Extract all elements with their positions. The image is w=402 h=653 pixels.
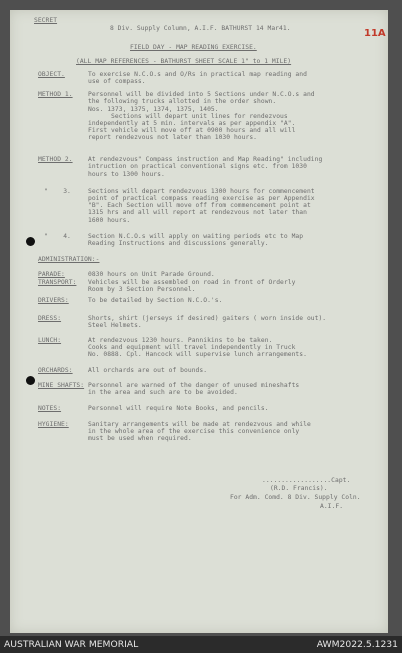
method1-label: METHOD 1.: [38, 91, 73, 98]
hygiene-label: HYGIENE:: [38, 421, 69, 428]
dress-line: Steel Helmets.: [88, 322, 142, 329]
folio-stamp: 11A: [364, 28, 386, 39]
punch-hole-bottom: [26, 376, 35, 385]
hygiene-line: in the whole area of the exercise this convenience only: [88, 428, 300, 435]
notes-line: Personnel will require Note Books, and pencils.: [88, 405, 269, 412]
transport-line: Vehicles will be assembled on road in front of Orderly: [88, 279, 296, 286]
orchards-line: All orchards are out of bounds.: [88, 367, 208, 374]
signatory-role: For Adm. Comd. 8 Div. Supply Coln.: [230, 494, 361, 501]
method1-line: independently at 5 min. intervals as per appendix "A".: [88, 120, 296, 127]
mineshafts-label: MINE SHAFTS:: [38, 382, 85, 389]
method1-line: Personnel will be divided into 5 Sections under N.C.O.s and: [88, 91, 315, 98]
notes-label: NOTES:: [38, 405, 62, 412]
parade-line: 0830 hours on Unit Parade Ground.: [88, 271, 215, 278]
drivers-label: DRIVERS:: [38, 297, 69, 304]
object-line: To exercise N.C.O.s and O/Rs in practical map reading and: [88, 71, 307, 78]
object-label: OBJECT.: [38, 71, 65, 78]
hygiene-line: must be used when required.: [88, 435, 192, 442]
transport-label: TRANSPORT:: [38, 279, 77, 286]
accession-number: AWM2022.5.1231: [316, 639, 398, 650]
signature-line: ..................Capt.: [262, 477, 351, 484]
secret-heading: SECRET: [34, 17, 58, 24]
method4-line: Reading Instructions and discussions generally.: [88, 240, 269, 247]
document-subtitle: (ALL MAP REFERENCES - BATHURST SHEET SCALE 1" to 1 MILE): [76, 58, 292, 65]
method1-line: Nos. 1373, 1375, 1374, 1375, 1405.: [88, 106, 219, 113]
dress-label: DRESS:: [38, 315, 62, 322]
orchards-label: ORCHARDS:: [38, 367, 73, 374]
method3-line: point of practical compass reading exercise as per Appendix: [88, 195, 315, 202]
method1-line: Sections will depart unit lines for rendezvous: [88, 113, 288, 120]
method4-label: " 4.: [44, 233, 71, 240]
method2-line: At rendezvous" Compass instruction and Map Reading" including: [88, 156, 323, 163]
method2-line: intruction on practical conventional signs etc. from 1030: [88, 163, 307, 170]
archive-footer: [0, 636, 402, 653]
lunch-line: No. 0888. Cpl. Hancock will supervise lunch arrangements.: [88, 351, 307, 358]
method2-line: hours to 1300 hours.: [88, 171, 165, 178]
mineshafts-line: in the area and such are to be avoided.: [88, 389, 238, 396]
unit-header: 8 Div. Supply Column, A.I.F. BATHURST 14 Mar41.: [110, 25, 291, 32]
administration-heading: ADMINISTRATION:-: [38, 256, 100, 263]
lunch-line: At rendezvous 1230 hours. Pannikins to be taken.: [88, 337, 273, 344]
lunch-line: Cooks and equipment will travel independently in Truck: [88, 344, 296, 351]
method1-line: First vehicle will move off at 0900 hours and all will: [88, 127, 296, 134]
archive-name: AUSTRALIAN WAR MEMORIAL: [4, 639, 139, 650]
method3-line: 1315 hrs and all will report at rendezvous not later than: [88, 209, 307, 216]
object-line: use of compass.: [88, 78, 146, 85]
method1-line: the following trucks allotted in the order shown.: [88, 98, 277, 105]
method3-line: 1600 hours.: [88, 217, 131, 224]
method4-line: Section N.C.O.s will apply on waiting periods etc to Map: [88, 233, 304, 240]
method1-line: report rendezvous not later than 1030 hours.: [88, 134, 258, 141]
hygiene-line: Sanitary arrangements will be made at rendezvous and while: [88, 421, 311, 428]
method3-line: "B". Each Section will move off from commencement point at: [88, 202, 311, 209]
method2-label: METHOD 2.: [38, 156, 73, 163]
method3-line: Sections will depart rendezvous 1300 hours for commencement: [88, 188, 315, 195]
lunch-label: LUNCH:: [38, 337, 62, 344]
dress-line: Shorts, shirt (jerseys if desired) gaiters ( worn inside out).: [88, 315, 327, 322]
signatory-name: (R.D. Francis).: [270, 485, 328, 492]
method3-label: " 3.: [44, 188, 71, 195]
punch-hole-top: [26, 237, 35, 246]
parade-label: PARADE:: [38, 271, 65, 278]
document-title: FIELD DAY - MAP READING EXERCISE.: [130, 44, 257, 51]
mineshafts-line: Personnel are warned of the danger of unused mineshafts: [88, 382, 300, 389]
transport-line: Room by 3 Section Personnel.: [88, 286, 196, 293]
drivers-line: To be detailed by Section N.C.O.'s.: [88, 297, 223, 304]
signatory-unit: A.I.F.: [320, 503, 344, 510]
